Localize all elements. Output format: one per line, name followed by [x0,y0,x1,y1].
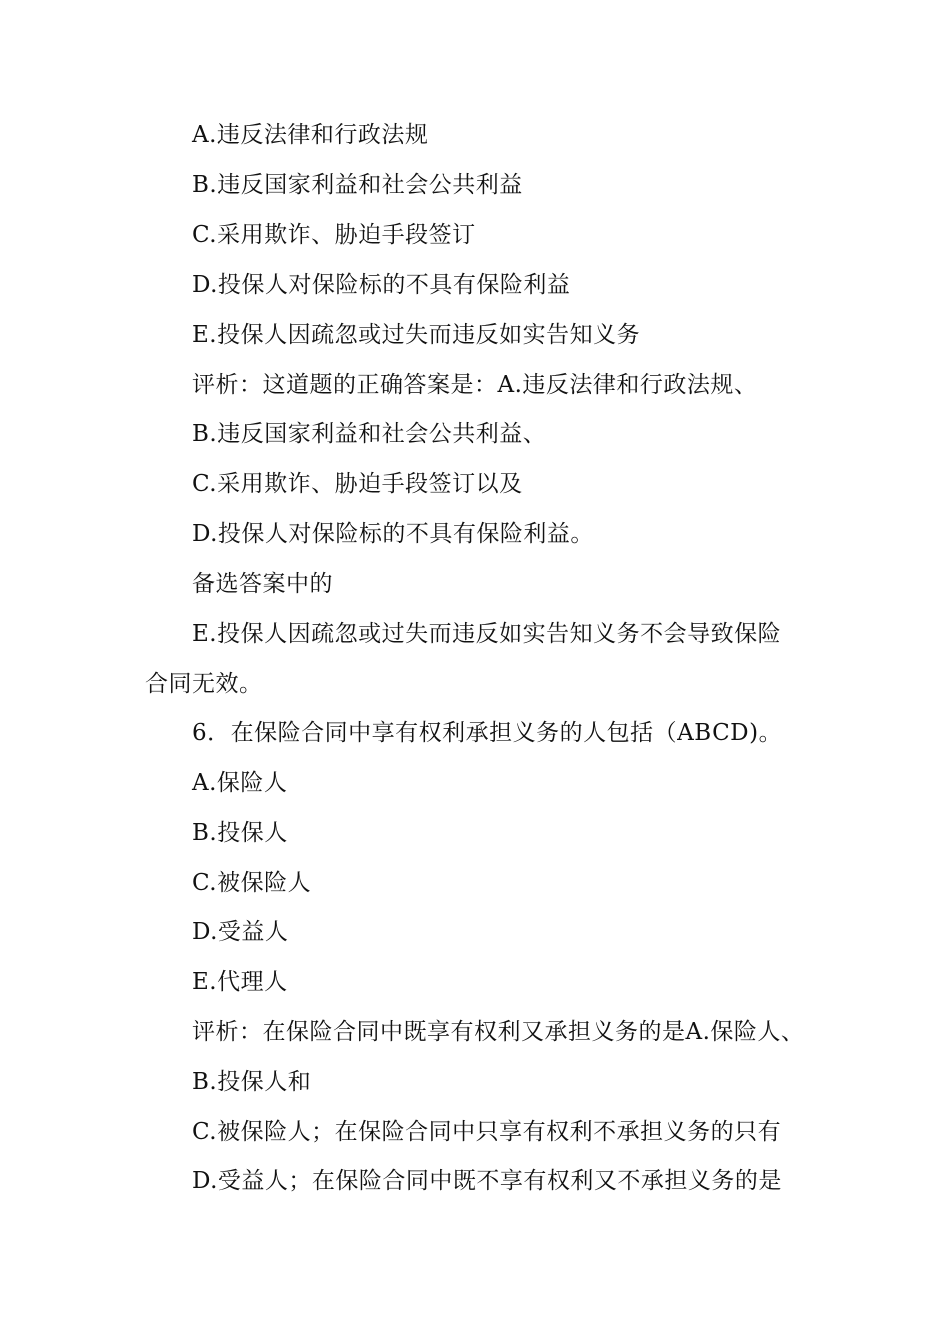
text-line: E.代理人 [192,969,288,995]
text-line: D.投保人对保险标的不具有保险利益。 [192,521,594,547]
text-line: B.违反国家利益和社会公共利益 [192,172,523,198]
text-line: D.受益人；在保险合同中既不享有权利又不承担义务的是 [192,1168,782,1194]
text-line: D.投保人对保险标的不具有保险利益 [192,272,571,298]
text-line: C.采用欺诈、胁迫手段签订 [192,222,476,248]
text-line: C.被保险人 [192,870,312,896]
text-line: 评析：在保险合同中既享有权利又承担义务的是A.保险人、 [192,1019,805,1045]
text-line: A.违反法律和行政法规 [192,122,429,148]
text-line: E.投保人因疏忽或过失而违反如实告知义务 [192,322,641,348]
text-line: B.违反国家利益和社会公共利益、 [192,421,547,447]
text-line: 评析：这道题的正确答案是：A.违反法律和行政法规、 [192,372,758,398]
text-line: 6．在保险合同中享有权利承担义务的人包括（ABCD)。 [192,720,783,746]
text-line: 合同无效。 [145,671,263,697]
text-line: A.保险人 [192,770,288,796]
text-line: C.采用欺诈、胁迫手段签订以及 [192,471,523,497]
text-line: 备选答案中的 [192,571,333,597]
text-line: B.投保人和 [192,1069,312,1095]
text-line: B.投保人 [192,820,288,846]
text-line: D.受益人 [192,919,289,945]
text-line: E.投保人因疏忽或过失而违反如实告知义务不会导致保险 [192,621,782,647]
text-line: C.被保险人；在保险合同中只享有权利不承担义务的只有 [192,1119,782,1145]
